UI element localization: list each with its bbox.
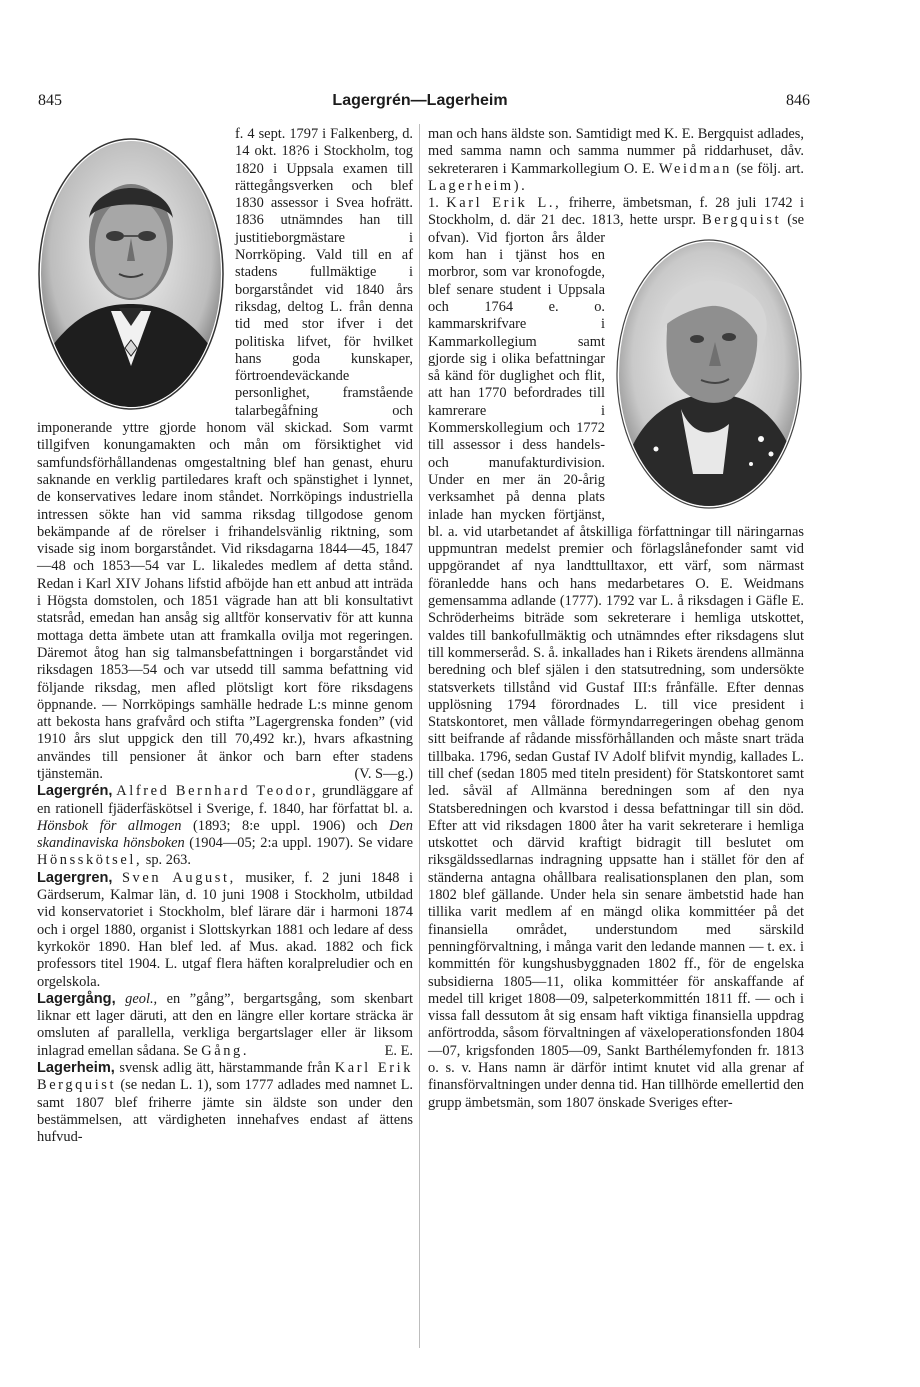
page-number-left: 845 bbox=[38, 92, 62, 109]
entry-text: sp. 263. bbox=[145, 852, 191, 869]
headword-lagergren-alfred: Lagergrén, bbox=[37, 783, 113, 800]
portrait-lagergren bbox=[35, 126, 227, 411]
entry-text: svensk adlig ätt, härstammande från bbox=[119, 1060, 331, 1077]
person-name-alfred: Alfred Bernhard Teodor, bbox=[116, 783, 319, 800]
entry-text: en ”gång”, bergartsgång, som skenbart liknar ett lager däruti, att den en längre eller kortare sträcka är omsluten af parallella, verkliga bergartslager eller är liksom inlagrad emellan sådana. Se bbox=[37, 990, 414, 1059]
entry-text: musiker, f. 2 juni 1848 i Gärdserum, Kalmar län, d. 10 juni 1908 i Stockholm, utbildad vid konservatoriet i Stockholm, blef lärare där i harmoni 1874 och i orgel 1880, organist i Slottskyrkan 1881 och ledare af dess kyrkokör 1890. Han blef led. af Mus. akad. 1882 och fick professors titel 1904. L. utgaf flera häften koralpreludier och en orgelskola. bbox=[37, 869, 413, 990]
headword-lagergren-sven: Lagergren, bbox=[37, 869, 113, 886]
right-column bbox=[428, 126, 804, 1112]
portrait-lagergren-image bbox=[35, 126, 227, 411]
entry-karl-erik bbox=[428, 195, 804, 1112]
cross-reference: Lagerheim). bbox=[428, 177, 528, 194]
person-name-karl-erik: Karl Erik L., bbox=[446, 195, 562, 212]
person-name-weidman: Weidman bbox=[658, 160, 732, 177]
entry-lagergren-sven bbox=[37, 870, 413, 991]
entry-text: (se ofvan). Vid fjorton års ålder kom han i tjänst hos en morbror, som var kronofogde, blef senare student i Uppsala och 1764 e. o. kammarskrifvare i Kammarkollegium samt gjorde sig i olika befattningar så känd för duglighet och flit, att han 1770 befordrades till kamrerare i Kommerskollegium och 1772 till assessor i dess handels- och manufakturdivision. Under en mer än 20-årig verksamhet på denna plats inlade han mycken förtjänst, bl. a. vid utarbetandet af åtskilliga författningar till näringarnas uppmuntran medelst premier och förlagslånefonder samt vid uppgörandet af nya landttulltaxor, ett värf, som närmast föranledde hans och hans medarbetares O. E. Weidmans gemensamma adlande (1777). 1792 var L. å riksdagen i Gäfle E. Schröderheims biträde som sekreterare i hemliga utskottet, valdes till bankofullmäktig och utnämndes efter riksdagens slut till kommerseråd. S. å. inkallades han i Rikets ärendens allmänna beredning och blef själen i den statsutredning, som undersökte statsverkets tillstånd vid Gustaf III:s frånfälle. Efter dennas upplösning 1794 förordnades L. till vice president i Statskontoret, men vållade förmyndarregeringen obehag genom sitt beifrande af rådande missförhållanden och måste snart träda tillbaka. 1796, sedan Gustaf IV Adolf blifvit myndig, kallades L. till chef (sedan 1805 med titeln president) för Statskontoret samt led. såväl af Allmänna beredningen som af den nya Statsberedningen och kvarstod i dessa befattningar till sin död. Efter att vid riksdagen 1800 åter ha varit sekreterare i hemliga utskottet och därvid kraftigt bidragit till beslutet om riksgäldssedlarnas indragning uppsatte han i stället för den af ständerna antagna ohållbara realisationsplanen den plan, som 1802 blef gällande. Under hela sin senare ämbetstid hade han tillika varit medlem af en mängd olika kommittéer på det finansiella området, understundom med särskild penningförvaltning, i många varit den ledande mannen — t. ex. i kommittén för kungshusbyggnaden 1802 ff., för de engelska subsidierna 1805—11, olika kommittéer för anskaffande af medel till kriget 1808—09, salpeterkommittén 1811 ff. — och i vissa fall dessutom åt sig ensam haft viktiga finansiella uppdrag anförtrodda, såsom förvaltningen af växeloperationsfonden 1804—07, krigsfonden 1805—09, Sankt Barthélemyfonden fr. 1813 o. s. v. Hans namn är därför intimt knutet vid alla grenar af finansförvaltningen under denna tid. Han tillhörde emellertid den grupp ämbetsmän, som 1807 önskade Sveriges efter- bbox=[428, 212, 804, 1111]
entry-text: (1893; 8:e uppl. 1906) och bbox=[192, 817, 378, 834]
entry-text: man och hans äldste son. Samtidigt med K. E. Bergquist adlades, med samma namn och samma nummer på riddarhuset, dåv. sekreteraren i Kammarkollegium O. E. bbox=[428, 126, 804, 177]
entry-text: friherre, ämbetsman, f. 28 juli 1742 i Stockholm, d. där 21 dec. 1813, hette urspr. bbox=[428, 195, 804, 229]
subject-abbreviation: geol., bbox=[125, 990, 158, 1007]
cross-reference: Gång. bbox=[201, 1042, 250, 1059]
column-divider bbox=[419, 124, 420, 1348]
portrait-karl-erik-image bbox=[611, 234, 806, 516]
book-title: Hönsbok för allmogen bbox=[37, 817, 182, 834]
entry-text: (1904—05; 2:a uppl. 1907). Se vidare bbox=[189, 835, 413, 852]
entry-text: (se nedan L. 1), som 1777 adlades med namnet L. samt 1807 blef friherre jämte sin äldste son under den bestämmelsen, att värdigheten innehafves endast af ättens hufvud- bbox=[37, 1077, 413, 1146]
running-title: Lagergrén—Lagerheim bbox=[332, 92, 508, 109]
entry-lagerheim-continued bbox=[428, 126, 804, 195]
person-name-sven: Sven August, bbox=[121, 869, 236, 886]
entry-lagerheim bbox=[37, 1060, 413, 1146]
signature-vs: (V. S—g.) bbox=[354, 765, 413, 782]
entry-number: 1. bbox=[428, 195, 439, 212]
entry-lagergang bbox=[37, 991, 413, 1060]
portrait-karl-erik bbox=[611, 234, 806, 516]
person-name-bergquist: Karl Erik Bergquist bbox=[37, 1060, 413, 1094]
entry-lagergren-alfred bbox=[37, 783, 413, 869]
headword-lagerheim: Lagerheim, bbox=[37, 1060, 115, 1077]
entry-text: (se följ. art. bbox=[736, 160, 804, 177]
page-number-right: 846 bbox=[786, 92, 810, 109]
page-header bbox=[30, 92, 810, 114]
entry-lagergren-body: f. 4 sept. 1797 i Falkenberg, d. 14 okt. 18?6 i Stockholm, tog 1820 i Uppsala examen till rättegångsverken och blef 1830 assessor i Svea hofrätt. 1836 utnämndes han till justitieborgmästare i Norrköping. Vald till en af stadens fullmäktige i borgarståndet vid 1840 års riksdag, deltog L. från denna tid med stor ifver i det politiska lifvet, för hvilket hans goda kunskaper, förtroendeväckande personlighet, framstående talarbegåfning och imponerande yttre gjorde honom väl skickad. Som varmt tillgifven konungamakten och mån om försiktighet vid samfundsförhållandenas omgestaltning blef han genast, ehuru saknande en verklig partiledares kraft och spänstighet i lynnet, de konservatives ledare inom ståndet. Norrköpings industriella intressen sökte han vid samma riksdag tillgodose genom bekämpande af de rörelser i frihandelsvänlig riktning, som visade sig inom borgarståndet. Vid riksdagarna 1844—45, 1847—48 och 1853—54 var L. likaledes medlem af detta stånd. Redan i Karl XIV Johans lifstid afböjde han ett anbud att inträda i Högsta domstolen, och 1851 vägrade han att bli konsultativt statsråd, emedan han ansåg sig alltför konservativ för att kunna mottaga detta ämbete utan att framkalla ovilja mot regeringen. Däremot åtog han sig talmansbefattningen i borgarståndet vid riksdagen 1853—54 och var utsedd till samma befattning vid följande riksdag, men afled plötsligt kort före riksdagens öppnande. — Norrköpings samhälle hedrade L:s minne genom att bekosta hans grafvård och stifta ”Lagergrenska fonden” (vid 1910 års slut uppgick den till 70,492 kr.), hvars afkastning användes till pensioner åt änkor och barn efter stadens tjänstemän. bbox=[37, 126, 413, 782]
signature-ee: E. E. bbox=[384, 1042, 413, 1059]
cross-reference: Hönsskötsel, bbox=[37, 852, 143, 869]
original-name: Bergquist bbox=[702, 212, 782, 229]
headword-lagergang: Lagergång, bbox=[37, 990, 116, 1007]
book-title: Den skandinaviska hönsboken bbox=[37, 817, 413, 852]
entry-text: grundläggare af en rationell fjäderfäskötsel i Sverige, f. 1840, har författat bl. a. bbox=[37, 783, 413, 817]
left-column bbox=[37, 126, 413, 1147]
